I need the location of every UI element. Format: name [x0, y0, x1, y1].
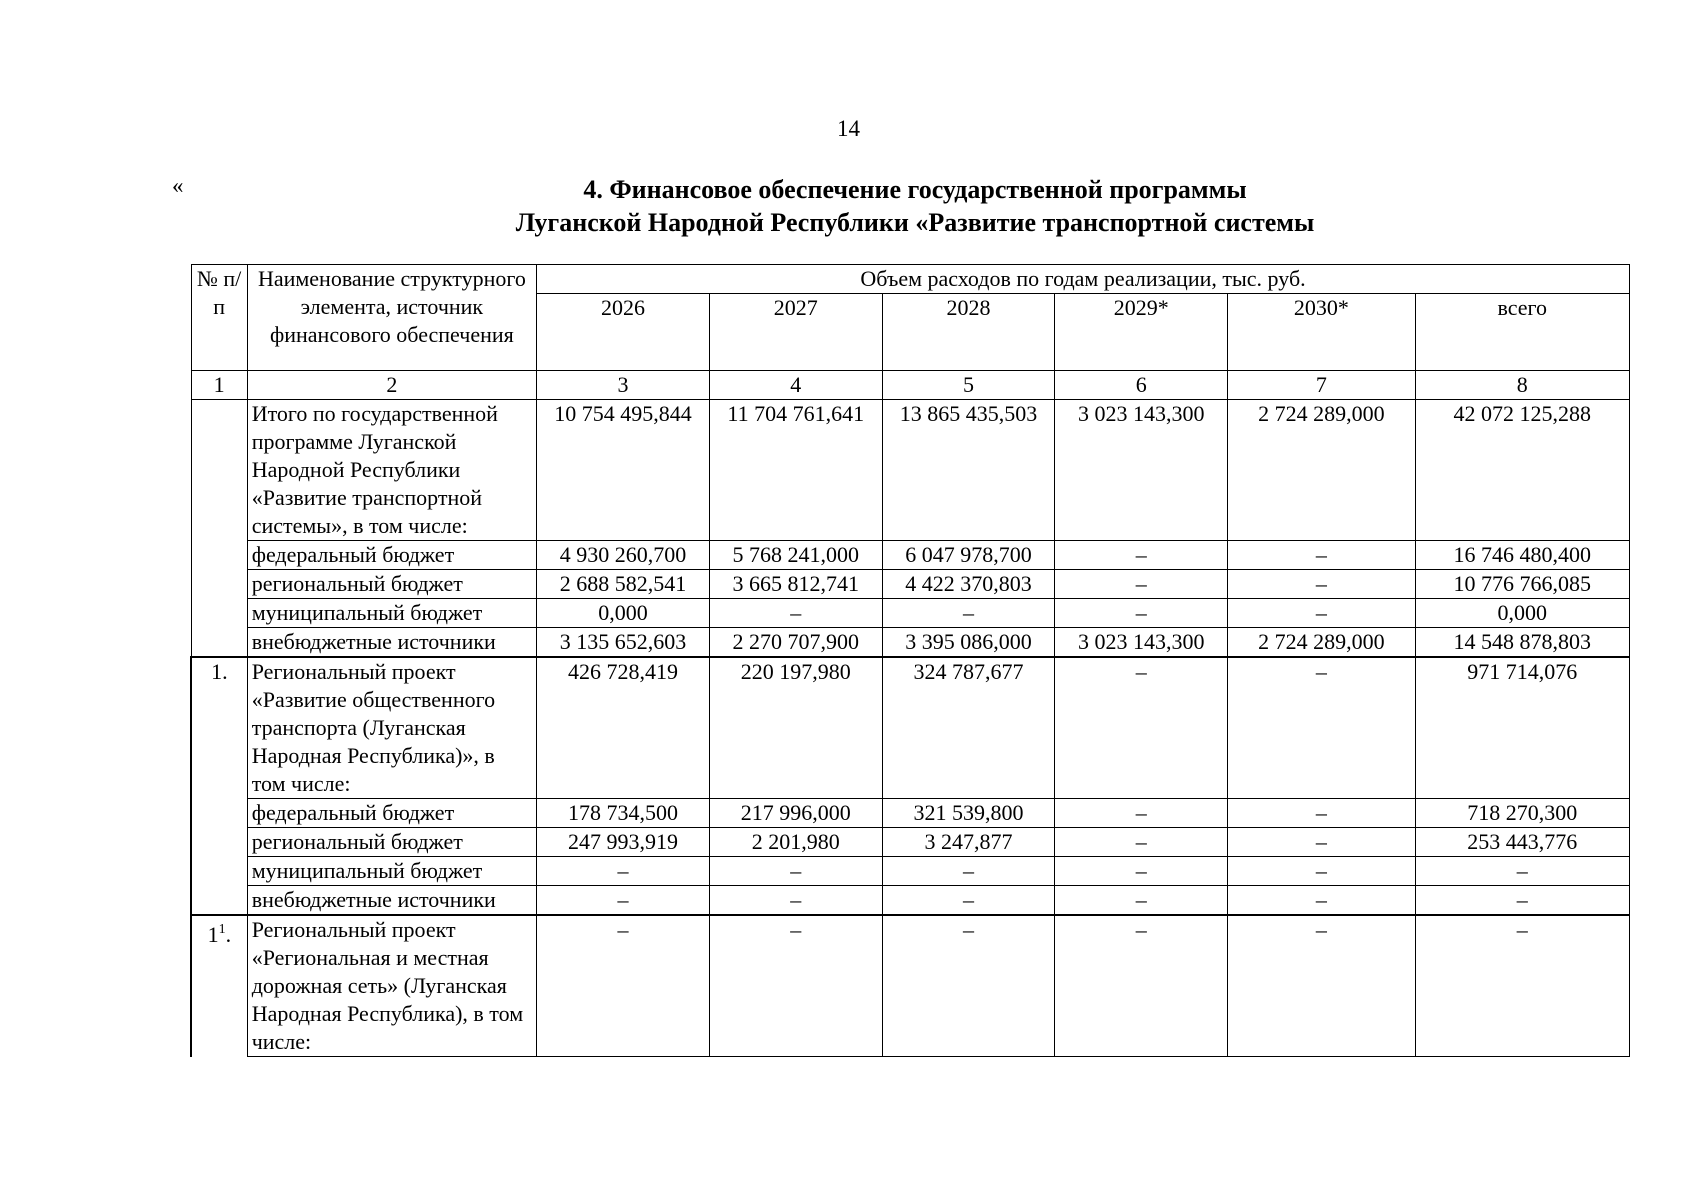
- section-title: [255, 173, 1575, 239]
- subrow-value: 253 443,776: [1415, 828, 1629, 857]
- subrow-value: 2 724 289,000: [1228, 628, 1415, 658]
- row-name: Региональный проект «Развитие общественного транспорта (Луганская Народная Республика)», в том числе:: [247, 657, 536, 799]
- subrow-value: –: [1055, 857, 1228, 886]
- subrow-value: –: [1415, 857, 1629, 886]
- column-number: 7: [1228, 371, 1415, 400]
- subrow-value: 16 746 480,400: [1415, 541, 1629, 570]
- subrow-value: 3 247,877: [882, 828, 1055, 857]
- subrow-value: 718 270,300: [1415, 799, 1629, 828]
- subrow-value: 2 201,980: [709, 828, 882, 857]
- subrow-value: –: [1228, 857, 1415, 886]
- row-value: 13 865 435,503: [882, 400, 1055, 541]
- subrow-name: региональный бюджет: [247, 570, 536, 599]
- column-number: 2: [247, 371, 536, 400]
- row-name: Региональный проект «Региональная и местная дорожная сеть» (Луганская Народная Республика), в том числе:: [247, 915, 536, 1057]
- row-value: –: [1055, 915, 1228, 1057]
- table-row: [191, 400, 1630, 541]
- subrow-value: 3 135 652,603: [537, 628, 710, 658]
- subrow-value: –: [1228, 799, 1415, 828]
- header-year: 2027: [709, 294, 882, 371]
- table-subrow: [191, 541, 1630, 570]
- subrow-value: 0,000: [537, 599, 710, 628]
- row-number-text: 1.: [211, 659, 228, 684]
- subrow-value: –: [1055, 570, 1228, 599]
- subrow-value: 217 996,000: [709, 799, 882, 828]
- subrow-value: –: [1055, 828, 1228, 857]
- subrow-value: 10 776 766,085: [1415, 570, 1629, 599]
- row-value: 220 197,980: [709, 657, 882, 799]
- section-title-line-1: 4. Финансовое обеспечение государственной программы: [583, 175, 1247, 204]
- subrow-value: –: [1415, 886, 1629, 916]
- row-value: –: [1415, 915, 1629, 1057]
- header-row-1: [191, 265, 1630, 294]
- subrow-name: региональный бюджет: [247, 828, 536, 857]
- column-number: 3: [537, 371, 710, 400]
- subrow-value: 178 734,500: [537, 799, 710, 828]
- subrow-name: федеральный бюджет: [247, 799, 536, 828]
- subrow-value: 247 993,919: [537, 828, 710, 857]
- row-value: –: [709, 915, 882, 1057]
- row-number: [191, 657, 247, 915]
- subrow-value: –: [1228, 828, 1415, 857]
- subrow-value: –: [1228, 599, 1415, 628]
- table-subrow: [191, 857, 1630, 886]
- subrow-value: –: [1055, 599, 1228, 628]
- row-value: 10 754 495,844: [537, 400, 710, 541]
- column-number: 1: [191, 371, 247, 400]
- table-row: [191, 915, 1630, 1057]
- subrow-name: федеральный бюджет: [247, 541, 536, 570]
- column-number: 4: [709, 371, 882, 400]
- subrow-value: –: [709, 599, 882, 628]
- header-name: Наименование структурного элемента, источник финансового обеспечения: [247, 265, 536, 371]
- subrow-value: 0,000: [1415, 599, 1629, 628]
- subrow-value: –: [1055, 799, 1228, 828]
- table-subrow: [191, 886, 1630, 916]
- table-subrow: [191, 570, 1630, 599]
- opening-quote-mark: «: [172, 173, 184, 198]
- table-row: [191, 657, 1630, 799]
- row-value: –: [1055, 657, 1228, 799]
- subrow-value: 4 422 370,803: [882, 570, 1055, 599]
- row-value: 11 704 761,641: [709, 400, 882, 541]
- header-year: 2028: [882, 294, 1055, 371]
- subrow-value: –: [537, 886, 710, 916]
- header-year: 2030*: [1228, 294, 1415, 371]
- column-numbers-row: [191, 371, 1630, 400]
- header-volume: Объем расходов по годам реализации, тыс. руб.: [537, 265, 1630, 294]
- column-number: 6: [1055, 371, 1228, 400]
- row-value: 2 724 289,000: [1228, 400, 1415, 541]
- subrow-name: муниципальный бюджет: [247, 857, 536, 886]
- page-number: 14: [837, 116, 860, 141]
- subrow-value: –: [882, 857, 1055, 886]
- subrow-name: внебюджетные источники: [247, 628, 536, 658]
- subrow-value: 6 047 978,700: [882, 541, 1055, 570]
- row-value: 426 728,419: [537, 657, 710, 799]
- column-number: 8: [1415, 371, 1629, 400]
- subrow-value: –: [709, 886, 882, 916]
- row-value: 3 023 143,300: [1055, 400, 1228, 541]
- row-value: 42 072 125,288: [1415, 400, 1629, 541]
- row-value: 324 787,677: [882, 657, 1055, 799]
- row-number-text: 1: [207, 922, 219, 947]
- subrow-value: –: [709, 857, 882, 886]
- table-subrow: [191, 628, 1630, 658]
- header-total: всего: [1415, 294, 1629, 371]
- subrow-value: 3 665 812,741: [709, 570, 882, 599]
- row-value: –: [882, 915, 1055, 1057]
- subrow-name: внебюджетные источники: [247, 886, 536, 916]
- subrow-value: –: [537, 857, 710, 886]
- row-value: –: [1228, 657, 1415, 799]
- subrow-value: 2 688 582,541: [537, 570, 710, 599]
- row-number-superscript: 1: [218, 922, 226, 937]
- subrow-value: –: [1228, 541, 1415, 570]
- column-number: 5: [882, 371, 1055, 400]
- header-year: 2029*: [1055, 294, 1228, 371]
- header-num: № п/п: [191, 265, 247, 371]
- subrow-value: 3 023 143,300: [1055, 628, 1228, 658]
- row-name: Итого по государственной программе Луганской Народной Республики «Развитие транспортной системы», в том числе:: [247, 400, 536, 541]
- subrow-value: 3 395 086,000: [882, 628, 1055, 658]
- row-value: –: [537, 915, 710, 1057]
- table-subrow: [191, 828, 1630, 857]
- row-value: 971 714,076: [1415, 657, 1629, 799]
- subrow-value: 2 270 707,900: [709, 628, 882, 658]
- subrow-value: –: [1228, 570, 1415, 599]
- row-number-suffix: .: [225, 922, 232, 947]
- subrow-value: 4 930 260,700: [537, 541, 710, 570]
- subrow-value: 321 539,800: [882, 799, 1055, 828]
- subrow-value: 14 548 878,803: [1415, 628, 1629, 658]
- financing-table: [190, 264, 1630, 1057]
- subrow-value: –: [882, 886, 1055, 916]
- row-number: [191, 915, 247, 1057]
- subrow-value: 5 768 241,000: [709, 541, 882, 570]
- row-number: [191, 400, 247, 658]
- subrow-value: –: [1228, 886, 1415, 916]
- subrow-value: –: [882, 599, 1055, 628]
- table-subrow: [191, 599, 1630, 628]
- subrow-value: –: [1055, 886, 1228, 916]
- section-title-line-2: Луганской Народной Республики «Развитие транспортной системы: [515, 208, 1315, 237]
- header-year: 2026: [537, 294, 710, 371]
- subrow-name: муниципальный бюджет: [247, 599, 536, 628]
- subrow-value: –: [1055, 541, 1228, 570]
- table-subrow: [191, 799, 1630, 828]
- row-value: –: [1228, 915, 1415, 1057]
